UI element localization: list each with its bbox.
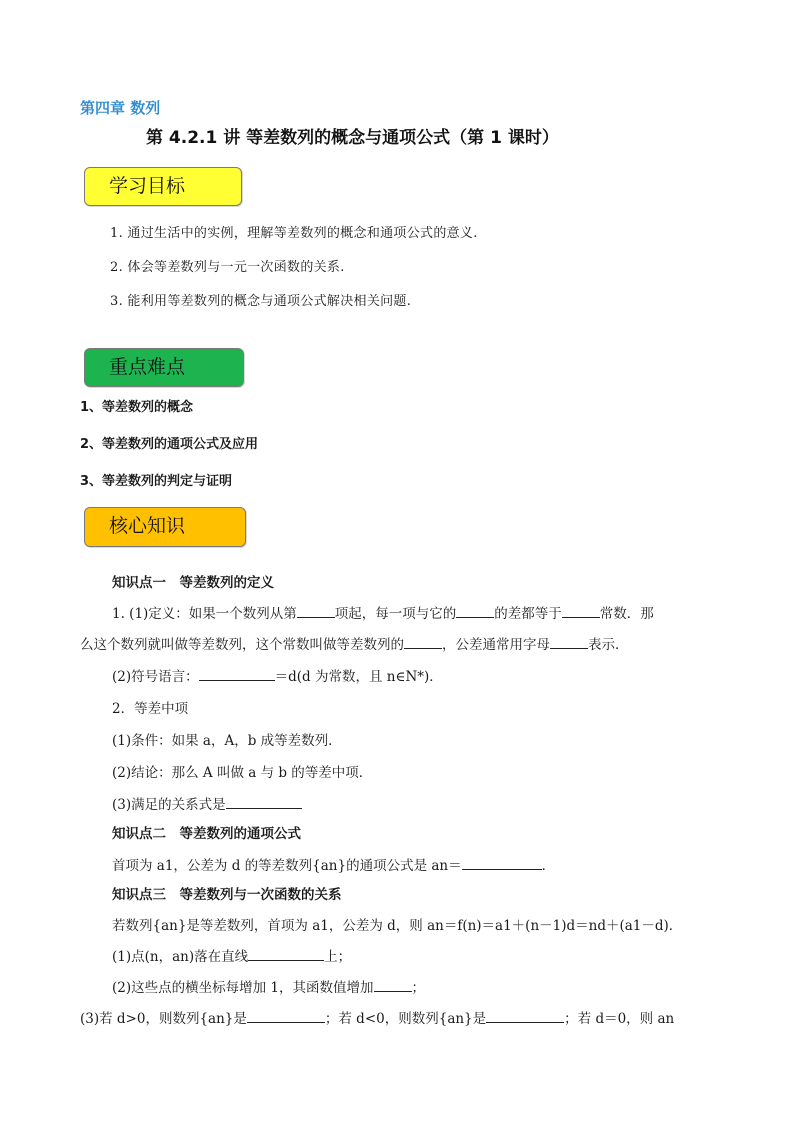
text: ，公差通常用字母	[442, 637, 550, 653]
fill-blank	[404, 634, 442, 649]
symbol-line	[112, 665, 443, 685]
text: 么这个数列就叫做等差数列，这个常数叫做等差数列的	[80, 637, 404, 653]
text-line	[112, 793, 302, 813]
section-tag-label: 重点难点	[109, 356, 186, 378]
fill-blank	[562, 603, 600, 618]
text: (3)满足的关系式是	[112, 797, 226, 813]
page-title: 第 4.2.1 讲 等差数列的概念与通项公式（第 1 课时）	[146, 128, 559, 148]
text: 1. (1)定义：如果一个数列从第	[112, 606, 297, 622]
fill-blank	[297, 603, 335, 618]
formula-line: 若数列{an}是等差数列，首项为 a1，公差为 d，则 an＝f(n)＝a1＋(n－1)d＝nd＋(a1－d)．	[112, 918, 683, 934]
text: 的差都等于	[494, 606, 562, 622]
fill-blank	[486, 1008, 564, 1023]
goal-item: 3. 能利用等差数列的概念与通项公式解决相关问题.	[110, 294, 412, 309]
text-line: (1)条件：如果 a，A，b 成等差数列．	[112, 733, 342, 749]
fill-blank	[456, 603, 494, 618]
fill-blank	[550, 634, 588, 649]
section-tag-label: 学习目标	[109, 175, 186, 197]
fill-blank	[248, 946, 324, 961]
keypoint-item: 3、等差数列的判定与证明	[80, 474, 233, 489]
knowledge-point-heading: 知识点一 等差数列的定义	[112, 575, 274, 591]
knowledge-point-heading: 知识点三 等差数列与一次函数的关系	[112, 887, 342, 903]
text: 常数．那	[599, 606, 654, 622]
text-line	[80, 1007, 674, 1027]
text: 上；	[324, 949, 352, 965]
text: ＝d(d 为常数，且 n∈N*)．	[274, 669, 443, 685]
definition-line	[80, 633, 629, 653]
text-line	[112, 945, 351, 965]
sub-heading: 2．等差中项	[112, 701, 189, 717]
fill-blank	[374, 977, 412, 992]
section-tag-core	[84, 507, 246, 547]
keypoint-item: 1、等差数列的概念	[80, 400, 194, 415]
text: ；若 d<0，则数列{an}是	[324, 1011, 487, 1027]
chapter-heading: 第四章 数列	[80, 99, 161, 117]
text: ；若 d＝0，则 an	[564, 1011, 675, 1027]
keypoint-item: 2、等差数列的通项公式及应用	[80, 437, 259, 452]
fill-blank	[226, 794, 302, 809]
text-line: (2)结论：那么 A 叫做 a 与 b 的等差中项．	[112, 765, 373, 781]
definition-line	[112, 602, 654, 622]
text: 项起，每一项与它的	[334, 606, 457, 622]
text: (2)这些点的横坐标每增加 1，其函数值增加	[112, 980, 374, 996]
goal-item: 2. 体会等差数列与一元一次函数的关系.	[110, 260, 345, 275]
section-tag-goals	[84, 167, 242, 206]
fill-blank	[199, 666, 275, 681]
knowledge-point-heading: 知识点二 等差数列的通项公式	[112, 826, 301, 842]
text: ．	[541, 858, 556, 874]
section-tag-label: 核心知识	[109, 515, 186, 537]
text: 表示．	[588, 637, 629, 653]
fill-blank	[247, 1008, 325, 1023]
text: 首项为 a1，公差为 d 的等差数列{an}的通项公式是 an＝	[112, 858, 462, 874]
text-line	[112, 976, 425, 996]
text: (2)符号语言：	[112, 669, 199, 685]
goal-item: 1. 通过生活中的实例，理解等差数列的概念和通项公式的意义.	[110, 226, 478, 241]
text: ；	[411, 980, 426, 996]
fill-blank	[462, 855, 542, 870]
formula-line	[112, 854, 555, 874]
section-tag-keypoints	[84, 348, 244, 387]
text: (1)点(n，an)落在直线	[112, 949, 249, 965]
text: (3)若 d>0，则数列{an}是	[80, 1011, 247, 1027]
